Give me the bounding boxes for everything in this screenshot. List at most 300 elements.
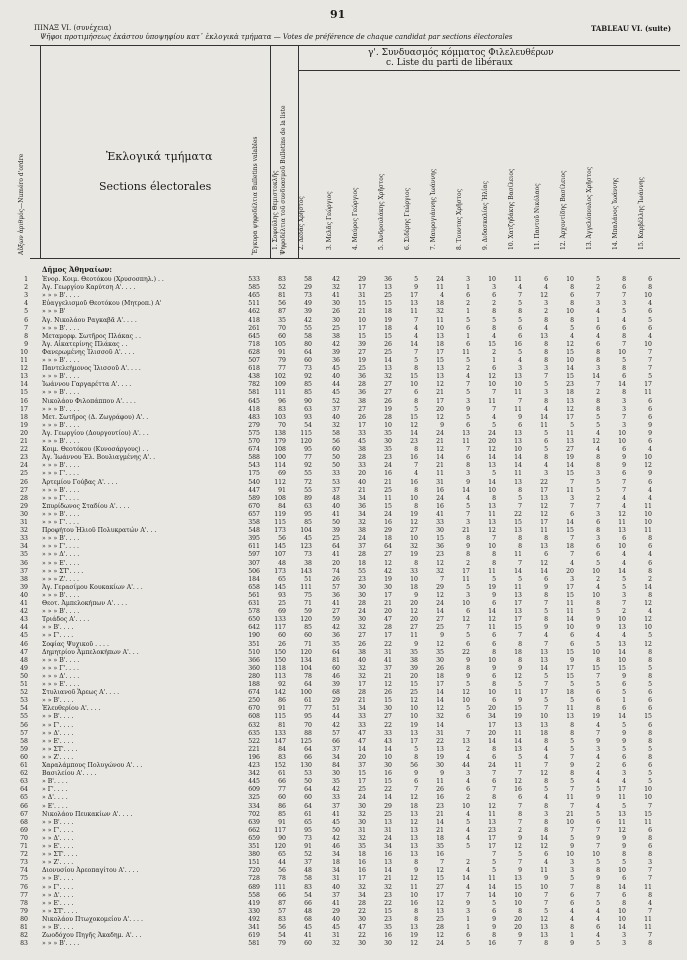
row-number: 62 xyxy=(20,770,28,778)
vote-cell: 28 xyxy=(358,899,366,907)
vote-cell: 13 xyxy=(514,745,522,753)
vote-cell: 15 xyxy=(436,535,444,543)
vote-cell: 24 xyxy=(436,600,444,607)
vote-cell: 22 xyxy=(462,648,470,656)
vote-cell: 4 xyxy=(648,446,652,454)
vote-cell: 25 xyxy=(358,786,366,794)
vote-cell: 11 xyxy=(514,470,522,478)
vote-cell: 40 xyxy=(332,883,340,891)
vote-cell: 54 xyxy=(304,891,312,899)
row-number: 3 xyxy=(24,292,28,300)
vote-cell: 14 xyxy=(514,737,522,745)
vote-cell: 18 xyxy=(410,802,418,810)
vote-cell: 11 xyxy=(436,470,444,478)
row-number: 71 xyxy=(20,843,28,850)
vote-cell: 17 xyxy=(618,786,626,794)
vote-cell: 31 xyxy=(332,875,340,883)
vote-cell: 3 xyxy=(596,510,600,518)
vote-cell: 14 xyxy=(410,340,418,348)
vote-cell: 60 xyxy=(304,357,312,364)
vote-cell: 47 xyxy=(358,737,366,745)
vote-cell: 3 xyxy=(596,535,600,543)
vote-cell: 6 xyxy=(544,551,548,559)
vote-cell: 81 xyxy=(332,656,340,664)
vote-cell: 5 xyxy=(648,778,652,786)
vote-cell: 8 xyxy=(492,681,496,688)
vote-cell: 9 xyxy=(466,672,470,680)
vote-cell: 8 xyxy=(414,859,418,867)
vote-cell: 50 xyxy=(332,454,340,462)
vote-cell: 6 xyxy=(622,446,626,454)
vote-cell: 30 xyxy=(436,527,444,535)
vote-cell: 56 xyxy=(278,300,286,308)
vote-cell: 20 xyxy=(384,608,392,616)
vote-cell: 2 xyxy=(544,308,548,316)
vote-cell: 5 xyxy=(648,770,652,778)
vote-cell: 16 xyxy=(436,502,444,510)
vote-cell: 11 xyxy=(514,729,522,737)
vote-cell: 11 xyxy=(384,494,392,502)
vote-cell: 9 xyxy=(440,421,444,429)
vote-cell: 2 xyxy=(466,300,470,308)
vote-cell: 10 xyxy=(592,851,600,859)
section-name: » Ε'. . . . xyxy=(42,802,68,810)
vote-cell: 52 xyxy=(332,397,340,405)
vote-cell: 42 xyxy=(332,624,340,632)
vote-cell: 7 xyxy=(466,446,470,454)
vote-cell: 36 xyxy=(358,373,366,381)
vote-cell: 35 xyxy=(436,843,444,850)
row-number: 63 xyxy=(20,778,28,786)
vote-cell: 15 xyxy=(514,519,522,526)
vote-cell: 5 xyxy=(492,316,496,324)
vote-cell: 4 xyxy=(622,502,626,510)
vote-cell: 9 xyxy=(596,875,600,883)
vote-cell: 42 xyxy=(384,567,392,575)
vote-cell: 341 xyxy=(248,924,260,931)
vote-cell: 3 xyxy=(596,365,600,373)
vote-cell: 25 xyxy=(358,365,366,373)
party-ballots-header: Ψηφοδέλτια τοῦ συνδυασμοῦ Bulletins de la liste xyxy=(280,105,287,255)
vote-cell: 3 xyxy=(466,397,470,405)
vote-cell: 35 xyxy=(384,924,392,931)
vote-cell: 7 xyxy=(518,859,522,867)
vote-cell: 5 xyxy=(570,681,574,688)
vote-cell: 5 xyxy=(596,859,600,867)
vote-cell: 17 xyxy=(358,421,366,429)
vote-cell: 16 xyxy=(384,519,392,526)
vote-cell: 12 xyxy=(410,940,418,948)
municipality-heading: Δῆμος Ἀθηναίων: xyxy=(42,265,112,274)
vote-cell: 3 xyxy=(466,276,470,283)
vote-cell: 56 xyxy=(278,867,286,875)
vote-cell: 35 xyxy=(436,648,444,656)
vote-cell: 4 xyxy=(492,332,496,340)
vote-cell: 24 xyxy=(436,494,444,502)
vote-cell: 4 xyxy=(414,332,418,340)
vote-cell: 7 xyxy=(622,600,626,607)
vote-cell: 3 xyxy=(544,365,548,373)
vote-cell: 15 xyxy=(514,883,522,891)
vote-cell: 628 xyxy=(248,348,260,356)
vote-cell: 22 xyxy=(384,640,392,648)
vote-cell: 145 xyxy=(274,583,286,591)
vote-cell: 51 xyxy=(332,705,340,713)
vote-cell: 4 xyxy=(414,324,418,332)
vote-cell: 14 xyxy=(566,616,574,624)
vote-cell: 10 xyxy=(514,446,522,454)
section-name: » » » Γ'. . . . xyxy=(42,494,80,502)
vote-cell: 92 xyxy=(304,462,312,470)
vote-cell: 24 xyxy=(488,762,496,769)
vote-cell: 3 xyxy=(622,300,626,308)
vote-cell: 9 xyxy=(622,834,626,842)
vote-cell: 7 xyxy=(648,802,652,810)
vote-cell: 8 xyxy=(570,316,574,324)
vote-cell: 28 xyxy=(384,624,392,632)
section-name: Φανερωμένης Ἰλισσοῦ Α'. . . . xyxy=(42,348,135,356)
vote-cell: 8 xyxy=(648,753,652,761)
vote-cell: 142 xyxy=(274,689,286,697)
vote-cell: 35 xyxy=(332,640,340,648)
vote-cell: 10 xyxy=(410,494,418,502)
vote-cell: 11 xyxy=(514,389,522,397)
vote-cell: 73 xyxy=(304,551,312,559)
vote-cell: 5 xyxy=(544,697,548,705)
vote-cell: 37 xyxy=(304,859,312,867)
vote-cell: 6 xyxy=(466,932,470,940)
vote-cell: 2 xyxy=(492,300,496,308)
vote-cell: 10 xyxy=(644,454,652,462)
vote-cell: 23 xyxy=(436,802,444,810)
vote-cell: 4 xyxy=(570,907,574,915)
vote-cell: 24 xyxy=(358,535,366,543)
vote-cell: 138 xyxy=(274,429,286,437)
vote-cell: 15 xyxy=(618,664,626,672)
vote-cell: 8 xyxy=(648,729,652,737)
vote-cell: 4 xyxy=(596,583,600,591)
vote-cell: 17 xyxy=(410,292,418,300)
vote-cell: 14 xyxy=(488,883,496,891)
vote-cell: 9 xyxy=(622,737,626,745)
vote-cell: 10 xyxy=(410,705,418,713)
vote-cell: 11 xyxy=(566,600,574,607)
vote-cell: 43 xyxy=(384,737,392,745)
vote-cell: 7 xyxy=(492,851,496,859)
vote-cell: 14 xyxy=(644,583,652,591)
vote-cell: 360 xyxy=(248,664,260,672)
vote-cell: 609 xyxy=(248,786,260,794)
vote-cell: 85 xyxy=(304,389,312,397)
vote-cell: 9 xyxy=(570,762,574,769)
vote-cell: 73 xyxy=(304,834,312,842)
vote-cell: 585 xyxy=(248,284,260,292)
vote-cell: 7 xyxy=(466,510,470,518)
vote-cell: 6 xyxy=(648,826,652,834)
vote-cell: 9 xyxy=(414,284,418,292)
vote-cell: 28 xyxy=(436,924,444,931)
vote-cell: 85 xyxy=(304,624,312,632)
vote-cell: 36 xyxy=(436,543,444,551)
vote-cell: 10 xyxy=(488,381,496,389)
vote-cell: 12 xyxy=(540,915,548,923)
vote-cell: 13 xyxy=(514,478,522,486)
vote-cell: 14 xyxy=(436,697,444,705)
vote-cell: 5 xyxy=(648,745,652,753)
vote-cell: 438 xyxy=(248,373,260,381)
vote-cell: 13 xyxy=(540,648,548,656)
vote-cell: 13 xyxy=(618,810,626,818)
vote-cell: 6 xyxy=(622,284,626,292)
vote-cell: 4 xyxy=(622,551,626,559)
section-name: Μεταμορφ. Σωτῆρος Πλάκας . . xyxy=(42,332,142,340)
row-number: 27 xyxy=(20,486,28,494)
vote-cell: 8 xyxy=(596,705,600,713)
vote-cell: 21 xyxy=(436,810,444,818)
vote-cell: 10 xyxy=(514,891,522,899)
vote-cell: 18 xyxy=(358,559,366,567)
vote-cell: 196 xyxy=(248,753,260,761)
vote-cell: 14 xyxy=(618,648,626,656)
vote-cell: 60 xyxy=(278,794,286,802)
vote-cell: 36 xyxy=(332,591,340,599)
vote-cell: 9 xyxy=(544,583,548,591)
page-number: 91 xyxy=(330,8,346,21)
vote-cell: 42 xyxy=(332,721,340,729)
vote-cell: 18 xyxy=(436,340,444,348)
section-name: Νικολάου Φιλοπάππου Α'. . . . xyxy=(42,397,136,405)
vote-cell: 3 xyxy=(622,932,626,940)
vote-cell: 5 xyxy=(414,745,418,753)
vote-cell: 17 xyxy=(514,600,522,607)
vote-cell: 13 xyxy=(462,737,470,745)
candidate-header: 3. Μελᾶς Γεώργιος xyxy=(326,191,333,250)
vote-cell: 2 xyxy=(596,284,600,292)
vote-cell: 12 xyxy=(462,689,470,697)
vote-cell: 12 xyxy=(540,843,548,850)
vote-cell: 9 xyxy=(622,729,626,737)
vote-cell: 14 xyxy=(384,745,392,753)
vote-cell: 23 xyxy=(488,826,496,834)
section-name: Εὐαγγελισμοῦ Θεοτόκου (Μητροπ.) Α' xyxy=(42,300,162,308)
row-number: 59 xyxy=(20,745,28,753)
vote-cell: 19 xyxy=(592,713,600,721)
vote-cell: 10 xyxy=(384,753,392,761)
vote-cell: 7 xyxy=(492,770,496,778)
vote-cell: 6 xyxy=(570,292,574,300)
vote-cell: 39 xyxy=(410,664,418,672)
vote-cell: 4 xyxy=(648,494,652,502)
vote-cell: 8 xyxy=(596,462,600,470)
vote-cell: 60 xyxy=(304,940,312,948)
vote-cell: 5 xyxy=(466,583,470,591)
vote-cell: 9 xyxy=(622,672,626,680)
vote-cell: 33 xyxy=(358,462,366,470)
vote-cell: 13 xyxy=(384,818,392,826)
vote-cell: 6 xyxy=(622,535,626,543)
vote-cell: 40 xyxy=(358,656,366,664)
vote-cell: 33 xyxy=(410,567,418,575)
vote-cell: 36 xyxy=(358,389,366,397)
vote-cell: 14 xyxy=(410,429,418,437)
vote-cell: 26 xyxy=(436,786,444,794)
vote-cell: 6 xyxy=(622,875,626,883)
vote-cell: 7 xyxy=(414,462,418,470)
vote-cell: 21 xyxy=(384,672,392,680)
vote-cell: 21 xyxy=(462,527,470,535)
vote-cell: 418 xyxy=(248,405,260,413)
vote-cell: 16 xyxy=(410,899,418,907)
vote-cell: 133 xyxy=(274,616,286,624)
vote-cell: 17 xyxy=(436,681,444,688)
vote-cell: 23 xyxy=(384,915,392,923)
vote-cell: 27 xyxy=(358,632,366,640)
section-name: » » » Γ'. . . . xyxy=(42,470,80,478)
vote-cell: 18 xyxy=(566,543,574,551)
vote-cell: 102 xyxy=(274,373,286,381)
vote-cell: 27 xyxy=(358,405,366,413)
vote-cell: 5 xyxy=(570,421,574,429)
section-name: » » Ε'. . . . xyxy=(42,843,74,850)
vote-cell: 24 xyxy=(358,608,366,616)
vote-cell: 645 xyxy=(248,332,260,340)
vote-cell: 111 xyxy=(274,389,286,397)
vote-cell: 423 xyxy=(248,762,260,769)
candidate-header: 12. Ἀρχοντίδης Βασίλειος xyxy=(560,170,567,250)
vote-cell: 13 xyxy=(540,721,548,729)
row-number: 82 xyxy=(20,932,28,940)
col-divider-1 xyxy=(40,45,41,258)
vote-cell: 30 xyxy=(358,583,366,591)
vote-cell: 41 xyxy=(332,551,340,559)
vote-cell: 188 xyxy=(248,681,260,688)
vote-cell: 16 xyxy=(384,770,392,778)
vote-cell: 6 xyxy=(596,818,600,826)
vote-cell: 702 xyxy=(248,810,260,818)
vote-cell: 5 xyxy=(622,357,626,364)
vote-cell: 27 xyxy=(384,389,392,397)
vote-cell: 37 xyxy=(332,486,340,494)
candidate-header: 6. Σιδέρης Γεώργιος xyxy=(404,188,411,250)
vote-cell: 18 xyxy=(540,729,548,737)
vote-cell: 109 xyxy=(274,381,286,389)
vote-cell: 4 xyxy=(622,632,626,640)
vote-cell: 4 xyxy=(466,834,470,842)
vote-cell: 41 xyxy=(384,656,392,664)
vote-cell: 5 xyxy=(466,357,470,364)
vote-cell: 11 xyxy=(410,632,418,640)
vote-cell: 7 xyxy=(570,883,574,891)
table-label-french: TABLEAU VI. (suite) xyxy=(591,24,671,33)
vote-cell: 27 xyxy=(436,616,444,624)
vote-cell: 4 xyxy=(466,810,470,818)
vote-cell: 8 xyxy=(570,924,574,931)
vote-cell: 13 xyxy=(410,729,418,737)
vote-cell: 9 xyxy=(440,632,444,640)
vote-cell: 36 xyxy=(332,632,340,640)
vote-cell: 21 xyxy=(436,826,444,834)
section-name: Χαραλάμπους Πολυγώνου Α'. . . xyxy=(42,762,143,769)
vote-cell: 17 xyxy=(514,616,522,624)
vote-cell: 53 xyxy=(304,770,312,778)
vote-cell: 21 xyxy=(436,389,444,397)
vote-cell: 10 xyxy=(644,292,652,300)
vote-cell: 18 xyxy=(332,859,340,867)
vote-cell: 32 xyxy=(332,421,340,429)
row-number: 47 xyxy=(20,648,28,656)
vote-cell: 20 xyxy=(514,924,522,931)
vote-cell: 55 xyxy=(358,567,366,575)
vote-cell: 55 xyxy=(304,486,312,494)
vote-cell: 4 xyxy=(544,794,548,802)
vote-cell: 2 xyxy=(492,348,496,356)
vote-cell: 6 xyxy=(596,324,600,332)
vote-cell: 25 xyxy=(436,915,444,923)
vote-cell: 64 xyxy=(332,648,340,656)
section-name: Ἐνορ. Κοιμ. Θεοτόκου (Χρυσοσπηλ.) . . xyxy=(42,276,164,283)
vote-cell: 26 xyxy=(332,575,340,583)
table-row xyxy=(0,939,687,948)
section-name: » » » Β'. . . . xyxy=(42,357,80,364)
vote-cell: 5 xyxy=(466,413,470,421)
vote-cell: 5 xyxy=(648,664,652,672)
vote-cell: 14 xyxy=(566,365,574,373)
row-number: 68 xyxy=(20,818,28,826)
vote-cell: 30 xyxy=(358,940,366,948)
vote-cell: 14 xyxy=(488,608,496,616)
vote-cell: 19 xyxy=(488,583,496,591)
vote-cell: 77 xyxy=(278,365,286,373)
vote-cell: 91 xyxy=(278,348,286,356)
vote-cell: 6 xyxy=(648,413,652,421)
section-name: » » » Ε'. . . . xyxy=(42,681,80,688)
vote-cell: 8 xyxy=(648,834,652,842)
vote-cell: 108 xyxy=(274,446,286,454)
vote-cell: 120 xyxy=(300,648,312,656)
vote-cell: 56 xyxy=(278,535,286,543)
vote-cell: 5 xyxy=(596,421,600,429)
vote-cell: 1 xyxy=(466,924,470,931)
vote-cell: 7 xyxy=(596,891,600,899)
vote-cell: 492 xyxy=(248,915,260,923)
vote-cell: 115 xyxy=(274,519,286,526)
vote-cell: 91 xyxy=(278,705,286,713)
sections-heading-greek: Ἐκλογικά τμήματα xyxy=(106,150,213,163)
vote-cell: 16 xyxy=(410,478,418,486)
vote-cell: 12 xyxy=(644,600,652,607)
vote-cell: 105 xyxy=(274,340,286,348)
vote-cell: 10 xyxy=(540,713,548,721)
vote-cell: 38 xyxy=(332,332,340,340)
vote-cell: 8 xyxy=(544,818,548,826)
vote-cell: 8 xyxy=(596,357,600,364)
vote-cell: 11 xyxy=(514,762,522,769)
section-name: Ἁγ. Νικολάου Ραγκαβᾶ Α'. . . . xyxy=(42,316,137,324)
vote-cell: 15 xyxy=(566,672,574,680)
vote-cell: 8 xyxy=(648,284,652,292)
vote-cell: 59 xyxy=(304,608,312,616)
vote-cell: 8 xyxy=(518,640,522,648)
vote-cell: 16 xyxy=(384,470,392,478)
vote-cell: 10 xyxy=(384,421,392,429)
vote-cell: 175 xyxy=(248,470,260,478)
vote-cell: 4 xyxy=(596,632,600,640)
header-bottom-rule xyxy=(30,258,680,259)
vote-cell: 37 xyxy=(332,802,340,810)
vote-cell: 107 xyxy=(274,551,286,559)
vote-cell: 14 xyxy=(514,462,522,470)
row-number: 17 xyxy=(20,405,28,413)
